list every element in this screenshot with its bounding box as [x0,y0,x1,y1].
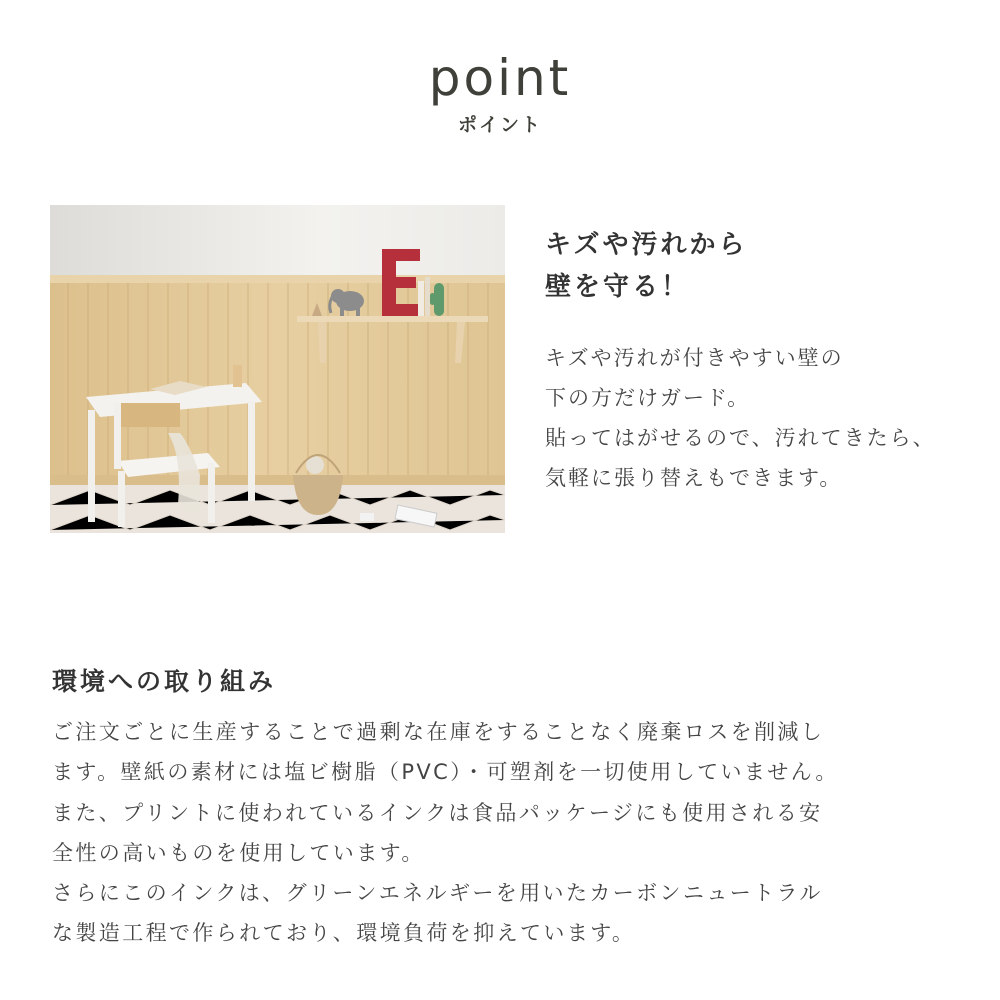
environment-body-line: また、プリントに使われているインクは食品パッケージにも使用される安 [52,800,823,825]
environment-body-line: 全性の高いものを使用しています。 [52,840,425,865]
point-title [545,224,985,308]
room-photo [50,205,505,533]
point-title-line: キズや汚れから [545,230,748,260]
room-illustration [50,205,505,533]
book-1 [418,281,424,316]
point-desc-line: 気軽に張り替えもできます。 [545,466,843,490]
environment-body-line: ご注文ごとに生産することで過剰な在庫をすることなく廃棄ロスを削減し [52,720,825,744]
chair-rail [50,275,505,283]
upper-wall [50,205,505,279]
environment-title: 環境への取り組み [52,667,277,696]
point-title-line: 壁を守る！ [545,272,691,302]
book-2 [425,277,430,316]
environment-body-line: ます。壁紙の素材には塩ビ樹脂（PVC）・可塑剤を一切使用していません。 [52,760,839,785]
point-desc-line: キズや汚れが付きやすい壁の [545,346,844,370]
letter-e-decor [382,249,422,316]
floor-card-2 [360,513,374,521]
point-description [545,338,995,498]
heading-title: point [428,49,572,107]
wall-shelf [297,316,488,322]
section-heading [0,48,1000,137]
point-desc-line: 下の方だけガード。 [545,386,751,410]
environment-body [52,712,972,954]
heading-subtitle: ポイント [457,114,542,136]
point-desc-line: 貼ってはがせるので、汚れてきたら、 [545,426,936,450]
svg-text:E: E [402,313,403,314]
environment-body-line: さらにこのインクは、グリーンエネルギーを用いたカーボンニュートラル [52,881,823,906]
environment-body-line: な製造工程で作られており、環境負荷を抑えています。 [52,921,636,946]
